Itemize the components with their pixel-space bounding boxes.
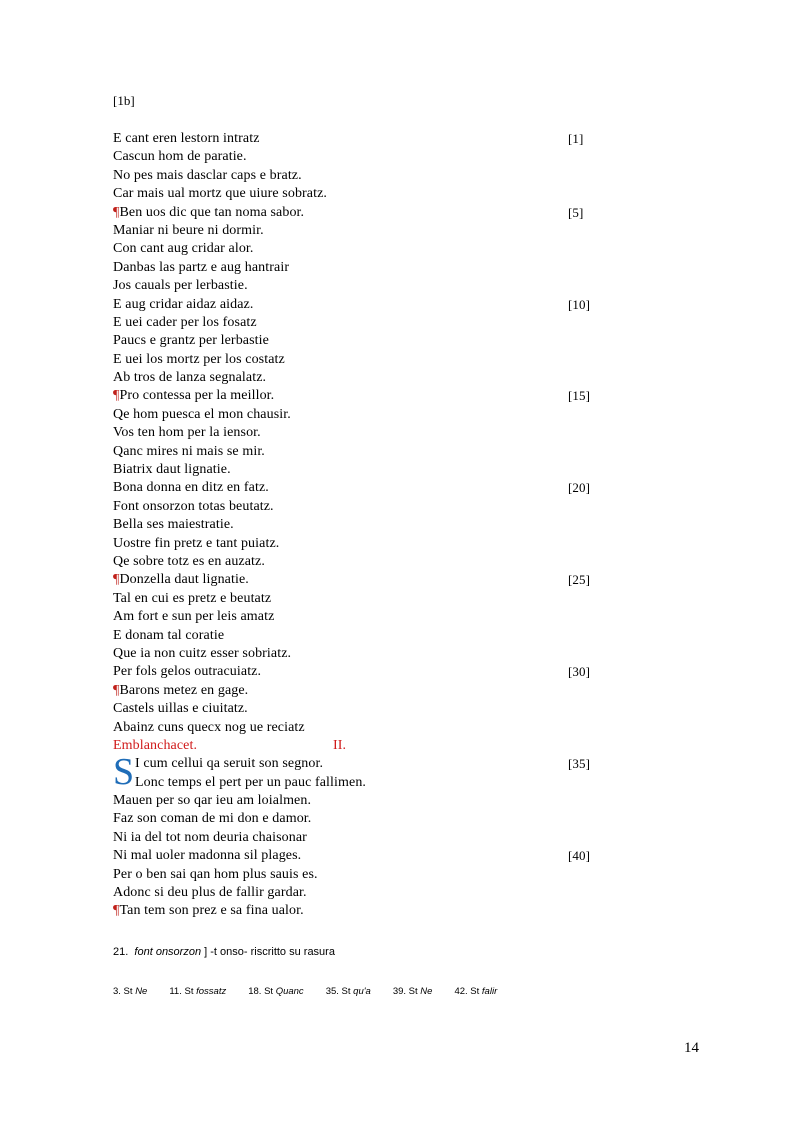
verse-text: Bella ses maiestratie. (113, 517, 234, 533)
verse-line (113, 277, 613, 295)
rubric-roman-numeral: II. (333, 737, 347, 753)
verse-number: [40] (568, 848, 591, 864)
verse-line (113, 387, 613, 405)
verse-line (113, 167, 613, 185)
verse-line (113, 719, 613, 737)
verse-number: [20] (568, 480, 591, 496)
verse-text: Qe sobre totz es en auzatz. (113, 553, 265, 569)
variant-entry (113, 986, 147, 997)
verse-text: Ni ia del tot nom deuria chaisonar (113, 829, 307, 845)
verse-line (113, 479, 613, 497)
verse-text: E aug cridar aidaz aidaz. (113, 296, 254, 312)
verse-text: Jos cauals per lerbastie. (113, 278, 248, 294)
verse-line (113, 810, 613, 828)
verse-text: Danbas las partz e aug hantrair (113, 259, 290, 275)
variant-reading: Ne (420, 986, 433, 997)
verse-line (113, 590, 613, 608)
variant-entry (454, 986, 497, 997)
pilcrow-icon: ¶ (113, 204, 120, 220)
verse-text: Ab tros de lanza segnalatz. (113, 370, 267, 386)
verse-number: [30] (568, 664, 591, 680)
verse-text: Paucs e grantz per lerbastie (113, 333, 269, 349)
verse-text: Per fols gelos outracuiatz. (113, 664, 262, 680)
rubric-text: Emblanchacet. (113, 737, 198, 753)
verse-text: Am fort e sun per leis amatz (113, 609, 275, 625)
verse-text: Castels uillas e ciuitatz. (113, 701, 248, 717)
verse-line (113, 498, 613, 516)
variant-entry (326, 986, 371, 997)
variant-apparatus (113, 986, 497, 997)
critical-note (113, 946, 335, 958)
verse-line (113, 443, 613, 461)
verse-text: E donam tal coratie (113, 627, 225, 643)
verse-text: E cant eren lestorn intratz (113, 131, 260, 146)
verse-text: Per o ben sai qan hom plus sauis es. (113, 866, 318, 882)
verse-number: [25] (568, 572, 591, 588)
verse-text: Ben uos dic que tan noma sabor. (119, 204, 305, 220)
verse-text: Pro contessa per la meillor. (119, 388, 275, 404)
note-detail: ] -t onso- riscritto su rasura (204, 946, 335, 958)
pilcrow-icon: ¶ (113, 388, 120, 404)
verse-number: [5] (568, 204, 584, 220)
verse-line (113, 259, 613, 277)
verse-line (113, 627, 613, 645)
verse-text: Con cant aug cridar alor. (113, 241, 254, 257)
verse-line (113, 884, 613, 902)
verse-text: Ni mal uoler madonna sil plages. (113, 848, 302, 864)
variant-reading: fossatz (196, 986, 227, 997)
verse-text: Font onsorzon totas beutatz. (113, 498, 274, 514)
verse-text: Donzella daut lignatie. (119, 572, 249, 588)
verse-line (113, 902, 613, 920)
verse-line (113, 148, 613, 166)
verse-line (113, 829, 613, 847)
verse-line (113, 130, 613, 148)
verse-line (113, 847, 613, 865)
rubric-line (113, 737, 613, 755)
verse-text: Biatrix daut lignatie. (113, 462, 231, 478)
verse-line (113, 535, 613, 553)
verse-line (113, 663, 613, 681)
verse-line (113, 314, 613, 332)
verse-line (113, 700, 613, 718)
verse-list (113, 130, 613, 921)
decorated-initial: S (113, 751, 135, 794)
verse-line (113, 645, 613, 663)
pilcrow-icon: ¶ (113, 903, 120, 919)
variant-reading: qu'a (353, 986, 371, 997)
verse-line (113, 424, 613, 442)
verse-text: Maniar ni beure ni dormir. (113, 222, 264, 238)
verse-text: Cascun hom de paratie. (113, 149, 247, 165)
variant-reading: falir (481, 986, 498, 997)
note-line-number: 21. (113, 946, 129, 958)
variant-reading: Quanc (275, 986, 304, 997)
verse-line (113, 792, 613, 810)
verse-line (113, 516, 613, 534)
verse-text: Qanc mires ni mais se mir. (113, 443, 265, 459)
verse-text: E uei los mortz per los costatz (113, 351, 285, 367)
variant-entry (248, 986, 303, 997)
verse-number: [35] (568, 756, 591, 772)
verse-line (113, 571, 613, 589)
page-number: 14 (684, 1040, 699, 1056)
verse-text: Lonc temps el pert per un pauc fallimen. (135, 774, 367, 790)
verse-line (113, 222, 613, 240)
verse-line (113, 240, 613, 258)
verse-line (113, 296, 613, 314)
variant-entry (169, 986, 226, 997)
variant-reading: Ne (135, 986, 148, 997)
verse-line (113, 369, 613, 387)
verse-line (113, 406, 613, 424)
verse-number: [10] (568, 296, 591, 312)
verse-text: Bona donna en ditz en fatz. (113, 480, 269, 496)
verse-line (113, 774, 613, 792)
variant-line: 3. St (113, 986, 136, 997)
verse-text: I cum cellui qa seruit son segnor. (135, 756, 324, 772)
verse-text: Tal en cui es pretz e beutatz (113, 590, 272, 606)
verse-text: E uei cader per los fosatz (113, 314, 257, 330)
verse-line (113, 608, 613, 626)
verse-text: Qe hom puesca el mon chausir. (113, 406, 291, 422)
verse-text: Mauen per so qar ieu am loialmen. (113, 793, 312, 809)
verse-line (113, 682, 613, 700)
verse-text: No pes mais dasclar caps e bratz. (113, 167, 302, 183)
verse-number: [15] (568, 388, 591, 404)
verse-text: Que ia non cuitz esser sobriatz. (113, 645, 292, 661)
verse-line (113, 204, 613, 222)
folio-reference: [1b] (113, 93, 135, 108)
verse-text: Faz son coman de mi don e damor. (113, 811, 312, 827)
pilcrow-icon: ¶ (113, 682, 120, 698)
verse-text: Vos ten hom per la iensor. (113, 425, 261, 441)
variant-entry (393, 986, 433, 997)
variant-line: 11. St (169, 986, 197, 997)
verse-number: [1] (568, 131, 584, 146)
verse-line (113, 332, 613, 350)
variant-line: 42. St (454, 986, 482, 997)
variant-line: 18. St (248, 986, 276, 997)
verse-line (113, 866, 613, 884)
variant-line: 35. St (325, 986, 354, 997)
note-lemma: font onsorzon (134, 946, 202, 958)
verse-text: Abainz cuns quecx nog ue reciatz (113, 719, 305, 735)
pilcrow-icon: ¶ (113, 572, 120, 588)
verse-line (113, 461, 613, 479)
verse-text: Tan tem son prez e sa fina ualor. (119, 903, 304, 919)
verse-line (113, 185, 613, 203)
verse-text: Uostre fin pretz e tant puiatz. (113, 535, 280, 551)
verse-line (113, 553, 613, 571)
verse-text: Adonc si deu plus de fallir gardar. (113, 885, 307, 901)
variant-line: 39. St (392, 986, 421, 997)
verse-text: Barons metez en gage. (119, 682, 249, 698)
verse-line (113, 351, 613, 369)
verse-text: Car mais ual mortz que uiure sobratz. (113, 186, 328, 202)
